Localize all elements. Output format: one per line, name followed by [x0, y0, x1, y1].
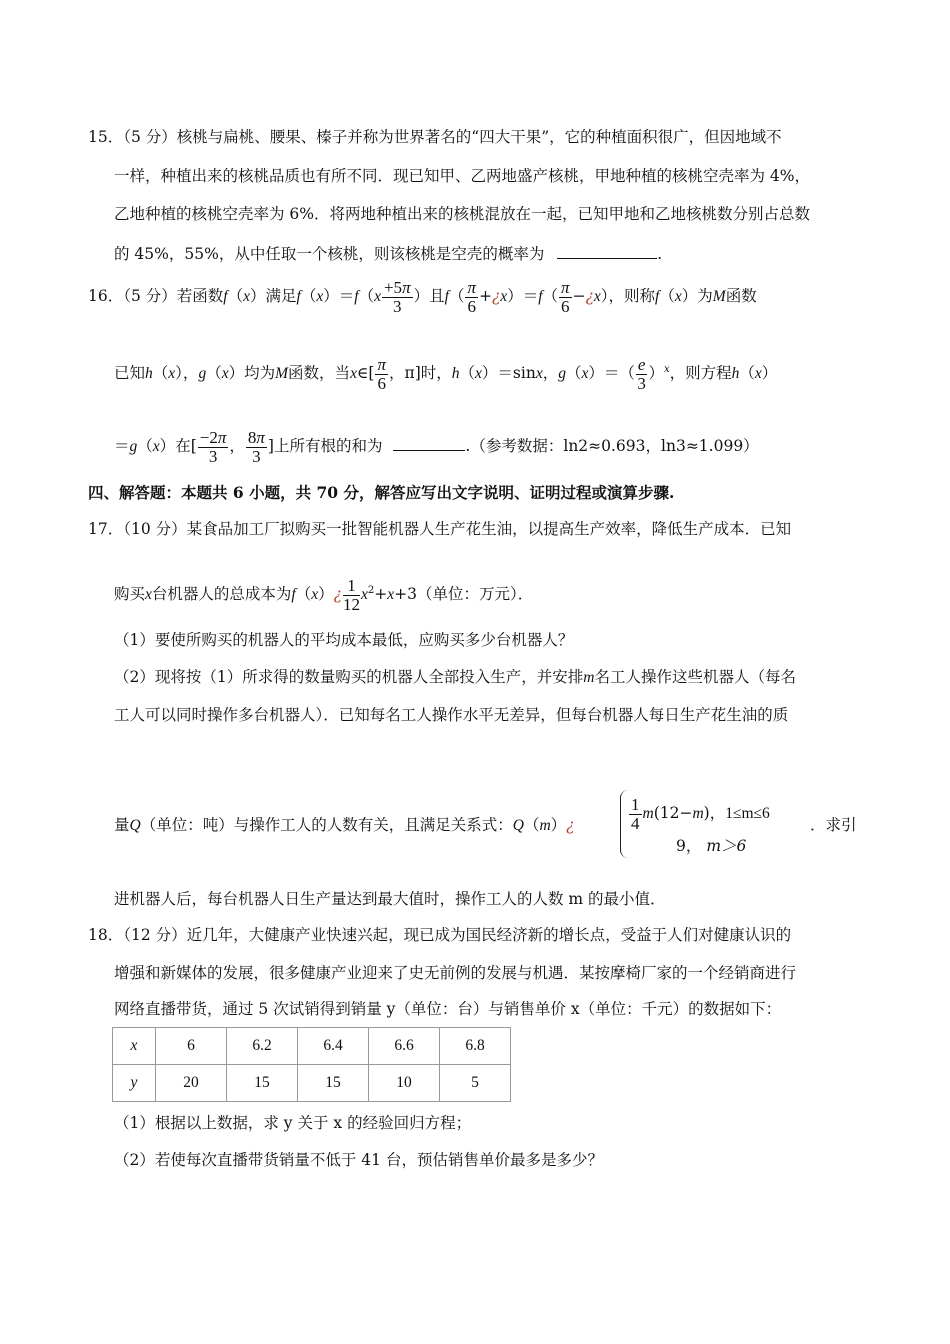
q16-time: ]时，	[414, 364, 452, 383]
table-cell: 20	[156, 1065, 227, 1102]
q16-satisfies: 满足	[265, 287, 297, 305]
q16-when: 函数，当	[288, 364, 351, 383]
q16-function: 函数	[725, 287, 757, 305]
table-cell: 6.2	[227, 1028, 298, 1065]
q16-sum: ]上所有根的和为	[267, 437, 383, 455]
case2-value: 9，	[676, 837, 702, 855]
q16-line1: 16．（5 分）若函数f（x）满足f（x）＝f（x $\frac{+5\pi}{3}$ ）且f（ $\frac{\pi}{6}$ +¿x）＝f（ $\frac{\pi}{6}$ −¿x），则称f（x）为M函数	[88, 277, 757, 316]
table-cell-label: x	[113, 1028, 156, 1065]
q16-ref-data: ln2≈0.693，ln3≈1.099）	[563, 437, 759, 455]
fraction-1-4: $\frac{1}{4}$	[631, 794, 640, 833]
q17-line5-end: ．求引	[810, 816, 857, 834]
q16-is: 为	[697, 287, 713, 305]
case2-condition: m＞6	[706, 837, 747, 855]
q18-line3: 网络直播带货，通过 5 次试销得到销量 y（单位：台）与销售单价 x（单位：千元）的数据如下：	[114, 1000, 782, 1018]
q18-sub1: （1）根据以上数据，求 y 关于 x 的经验回归方程；	[114, 1114, 472, 1132]
answer-blank[interactable]	[557, 242, 657, 259]
q17-line5: 量Q（单位：吨）与操作工人的人数有关，且满足关系式：Q（m）¿	[114, 816, 575, 834]
q17-line2: 购买x台机器人的总成本为f（x）¿ $\frac{1}{12}$ $x^2+x+3$（单位：万元）．	[114, 575, 534, 614]
table-cell-label: y	[113, 1065, 156, 1102]
q18-line2: 增强和新媒体的发展，很多健康产业迎来了史无前例的发展与机遇．某按摩椅厂家的一个经销商进行	[114, 964, 797, 982]
period: .	[657, 245, 663, 263]
q15-line1: 15．（5 分）核桃与扁桃、腰果、榛子并称为世界著名的“四大干果”，它的种植面积很广，但因地域不	[88, 128, 782, 146]
q17-sub2-line1: （2）现将按（1）所求得的数量购买的机器人全部投入生产，并安排m名工人操作这些机器人（每名	[114, 668, 796, 686]
fraction-5pi-3: $\frac{+5\pi}{3}$	[383, 277, 411, 316]
q18-line1: 18．（12 分）近几年，大健康产业快速兴起，现已成为国民经济新的增长点，受益于人们对健康认识的	[88, 926, 792, 944]
fraction-pi-6: $\frac{\pi}{6}$	[467, 277, 476, 316]
table-cell: 6	[156, 1028, 227, 1065]
table-cell: 5	[440, 1065, 511, 1102]
fraction-pi-6c: $\frac{\pi}{6}$	[377, 354, 387, 393]
q17-sub2b: 名工人操作这些机器人（每名	[594, 668, 796, 686]
table-cell: 6.8	[440, 1028, 511, 1065]
q17-unit: （单位：万元）．	[416, 585, 534, 604]
q17-quality: 量	[114, 816, 130, 834]
table-cell: 6.6	[369, 1028, 440, 1065]
q15-line3: 乙地种植的核桃空壳率为 6%．将两地种植出来的核桃混放在一起，已知甲地和乙地核桃数分别占总数	[114, 205, 811, 223]
q16-known: 已知	[114, 364, 146, 383]
table-cell: 6.4	[298, 1028, 369, 1065]
q17-sub2-line2: 工人可以同时操作多台机器人）．已知每名工人操作水平无差异，但每台机器人每日生产花生油的质	[114, 706, 789, 724]
q17-line1: 17．（10 分）某食品加工厂拟购买一批智能机器人生产花生油，以提高生产效率，降低生产成本．已知	[88, 520, 792, 538]
q15-line2: 一样，种植出来的核桃品质也有所不同．现已知甲、乙两地盛产核桃，甲地种植的核桃空壳率为 4%，	[114, 167, 811, 185]
q16-both: 均为	[244, 364, 276, 383]
q16-ref-label: .（参考数据：	[465, 437, 564, 455]
fraction-1-12: $\frac{1}{12}$	[342, 575, 360, 614]
q17-buy: 购买	[114, 585, 146, 604]
answer-blank-16[interactable]	[393, 434, 465, 451]
q16-line2: 已知h（x），g（x）均为M函数，当x∈[ $\frac{\pi}{6}$ ，π]时，h（x）＝sinx，g（x）＝（ $\frac{e}{3}$ ）$^x$，则方程h（x）	[114, 354, 778, 393]
q15-line4	[114, 242, 662, 264]
q17-last: 进机器人后，每台机器人日生产量达到最大值时，操作工人的人数 m 的最小值．	[114, 890, 666, 908]
q15-line4-text: 的 45%，55%，从中任取一个核桃，则该核桃是空壳的概率为	[114, 245, 545, 263]
q17-sub2a: （2）现将按（1）所求得的数量购买的机器人全部投入生产，并安排	[114, 668, 584, 686]
q16-on: 在[	[175, 437, 197, 455]
table-cell: 15	[298, 1065, 369, 1102]
table-row	[113, 1065, 511, 1102]
q17-cost: 台机器人的总成本为	[151, 585, 292, 604]
table-row	[113, 1028, 511, 1065]
piecewise-case2	[676, 836, 746, 856]
table-cell: 10	[369, 1065, 440, 1102]
fraction-8pi-3: $\frac{8\pi}{3}$	[247, 427, 265, 466]
fraction-e-3: $\frac{e}{3}$	[637, 354, 646, 393]
q17-relation: （单位：吨）与操作工人的人数有关，且满足关系式：	[140, 816, 513, 834]
q17-sub1: （1）要使所购买的机器人的平均成本最低，应购买多少台机器人？	[114, 631, 574, 649]
section-heading: 四、解答题：本题共 6 小题，共 70 分，解答应写出文字说明、证明过程或演算步骤.	[88, 483, 675, 502]
q16-line3: ＝g（x）在[ $\frac{-2\pi}{3}$ ， $\frac{8\pi}{3}$ ]上所有根的和为 .（参考数据：ln2≈0.693，ln3≈1.099）	[114, 427, 759, 466]
q16-intro: 16．（5 分）若函数	[88, 287, 224, 305]
q18-sub2: （2）若使每次直播带货销量不低于 41 台，预估销售单价最多是多少？	[114, 1151, 603, 1169]
q16-called: ，则称	[608, 287, 656, 305]
case1-condition: 1≤m≤6	[725, 805, 770, 822]
data-table	[112, 1027, 511, 1102]
piecewise-case1: $\frac{1}{4}$ m(12−m)，1≤m≤6	[631, 794, 770, 833]
table-cell: 15	[227, 1065, 298, 1102]
fraction-pi-6b: $\frac{\pi}{6}$	[561, 277, 570, 316]
fraction-neg2pi-3: $\frac{-2\pi}{3}$	[199, 427, 227, 466]
q16-and: 且	[429, 287, 445, 305]
q16-equation: 则方程	[685, 364, 732, 383]
